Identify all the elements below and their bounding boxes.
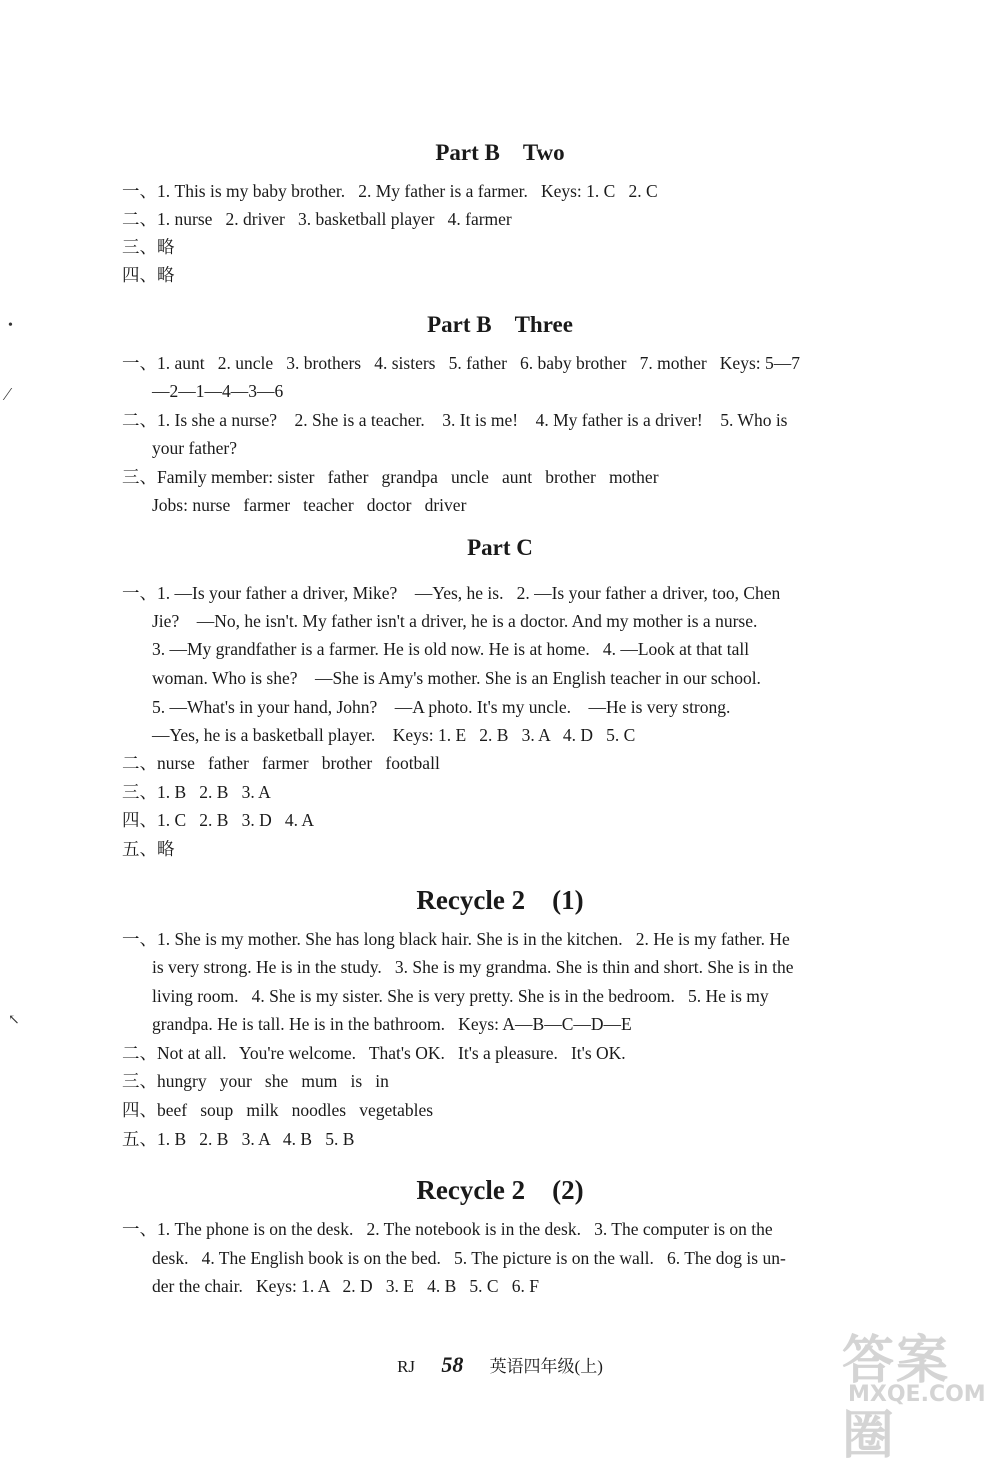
scan-mark: ↖ [8, 1013, 20, 1028]
answer-line: 五、略 [122, 839, 175, 859]
page-number: 58 [441, 1352, 464, 1377]
section-title-recycle2-2: Recycle 2 (2) [416, 1175, 584, 1205]
answer-line: 三、略 [122, 237, 175, 257]
answer-line: 四、1. C 2. B 3. D 4. A [122, 810, 315, 830]
answer-line: 一、1. The phone is on the desk. 2. The notebook is in the desk. 3. The computer is on the [122, 1219, 773, 1239]
answer-line: Jobs: nurse farmer teacher doctor driver [152, 495, 467, 515]
section-title-partb-three: Part B Three [427, 312, 573, 337]
answer-line: 二、1. nurse 2. driver 3. basketball player 4. farmer [122, 209, 512, 229]
answer-line: living room. 4. She is my sister. She is very pretty. She is in the bedroom. 5. He is my [152, 986, 769, 1006]
section-title-recycle2-1: Recycle 2 (1) [416, 885, 584, 915]
answer-line: —2—1—4—3—6 [152, 381, 284, 401]
edition-label: RJ [397, 1357, 416, 1376]
scan-mark: • [8, 318, 13, 333]
answer-line: 3. —My grandfather is a farmer. He is old now. He is at home. 4. —Look at that tall [152, 639, 750, 659]
watermark-logo-text: 答案圈 [842, 1331, 951, 1466]
answer-line: 二、Not at all. You're welcome. That's OK. It's a pleasure. It's OK. [122, 1043, 626, 1063]
answer-line: Jie? —No, he isn't. My father isn't a driver, he is a doctor. And my mother is a nurse. [152, 611, 758, 631]
answer-line: 二、1. Is she a nurse? 2. She is a teacher. 3. It is me! 4. My father is a driver! 5. Who is [122, 410, 788, 430]
section-title-partb-two: Part B Two [435, 140, 565, 165]
answer-line: 一、1. She is my mother. She has long black hair. She is in the kitchen. 2. He is my father. He [122, 929, 790, 949]
answer-line: —Yes, he is a basketball player. Keys: 1. E 2. B 3. A 4. D 5. C [152, 725, 636, 745]
answer-line: woman. Who is she? —She is Amy's mother. She is an English teacher in our school. [152, 668, 761, 688]
answer-line: 三、hungry your she mum is in [122, 1071, 389, 1091]
answer-line: 5. —What's in your hand, John? —A photo. It's my uncle. —He is very strong. [152, 697, 731, 717]
scan-mark: ⁄ [6, 384, 10, 404]
answer-line: 五、1. B 2. B 3. A 4. B 5. B [122, 1129, 355, 1149]
answer-line: your father? [152, 438, 238, 458]
watermark-logo [842, 1318, 992, 1466]
answer-line: 一、1. aunt 2. uncle 3. brothers 4. sisters 5. father 6. baby brother 7. mother Keys: 5—7 [122, 353, 800, 373]
answer-line: 四、略 [122, 265, 175, 285]
answer-line: 二、nurse father farmer brother football [122, 753, 440, 773]
book-title: 英语四年级(上) [489, 1357, 603, 1376]
answer-line: 三、Family member: sister father grandpa uncle aunt brother mother [122, 467, 659, 487]
answer-line: 一、1. This is my baby brother. 2. My father is a farmer. Keys: 1. C 2. C [122, 181, 658, 201]
watermark-url: MXQE.COM [848, 1382, 986, 1407]
answer-line: der the chair. Keys: 1. A 2. D 3. E 4. B 5. C 6. F [152, 1276, 539, 1296]
answer-line: 三、1. B 2. B 3. A [122, 782, 271, 802]
answer-line: is very strong. He is in the study. 3. She is my grandma. She is thin and short. She is in the [152, 957, 794, 977]
answer-line: desk. 4. The English book is on the bed. 5. The picture is on the wall. 6. The dog is un- [152, 1248, 786, 1268]
answer-line: grandpa. He is tall. He is in the bathroom. Keys: A—B—C—D—E [152, 1014, 632, 1034]
section-title-partc: Part C [467, 535, 533, 560]
answer-line: 一、1. —Is your father a driver, Mike? —Yes, he is. 2. —Is your father a driver, too, Chen [122, 583, 781, 603]
answer-line: 四、beef soup milk noodles vegetables [122, 1100, 434, 1120]
